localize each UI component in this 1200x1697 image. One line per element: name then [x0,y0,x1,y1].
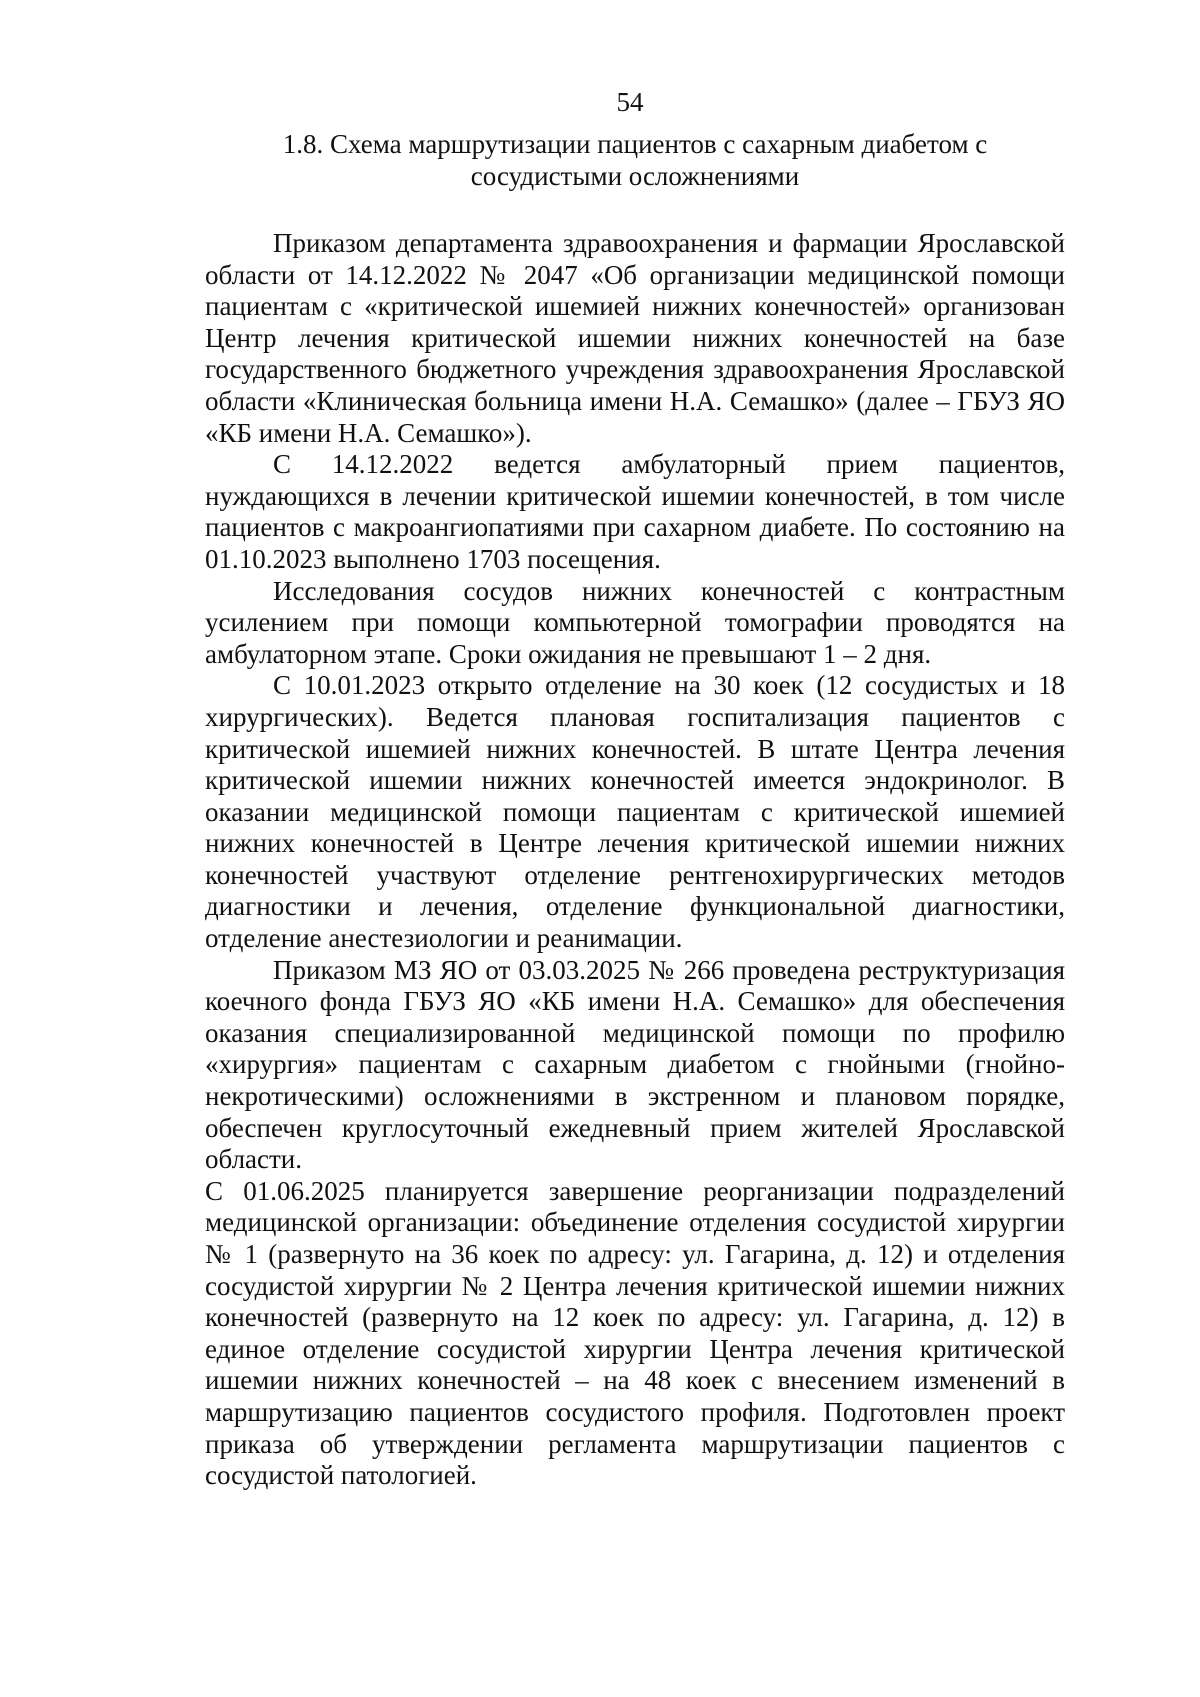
paragraph-outpatient-reception: С 14.12.2022 ведется амбулаторный прием пациентов, нуждающихся в лечении критической ишемии конечностей, в том числе пациентов с макроангиопатиями при сахарном диабете. По состоянию на 01.10.2023 выполнено 1703 посещения. [205,449,1065,574]
page-number: 54 [616,87,644,117]
paragraph-department-opening: С 10.01.2023 открыто отделение на 30 коек (12 сосудистых и 18 хирургических). Ведется плановая госпитализация пациентов с критической ишемией нижних конечностей. В штате Центра лечения критической ишемии нижних конечностей имеется эндокринолог. В оказании медицинской помощи пациентам с критической ишемией нижних конечностей в Центре лечения критической ишемии нижних конечностей участвуют отделение рентгенохирургических методов диагностики и лечения, отделение функциональной диагностики, отделение анестезиологии и реанимации. [205,670,1065,954]
paragraph-ct-angiography: Исследования сосудов нижних конечностей с контрастным усилением при помощи компьютерной томографии проводятся на амбулаторном этапе. Сроки ожидания не превышают 1 – 2 дня. [205,575,1065,669]
section-title: 1.8. Схема маршрутизации пациентов с сахарным диабетом с сосудистыми осложнениями [282,129,988,191]
paragraph-reorganization: С 01.06.2025 планируется завершение реорганизации подразделений медицинской организации: объединение отделения сосудистой хирургии № 1 (развернуто на 36 коек по адресу: ул. Гагарина, д. 12) и отделения сосудистой хирургии № 2 Центра лечения критической ишемии нижних конечностей (развернуто на 12 коек по адресу: ул. Гагарина, д. 12) в единое отделение сосудистой хирургии Центра лечения критической ишемии нижних конечностей – на 48 коек с внесением изменений в маршрутизацию пациентов сосудистого профиля. Подготовлен проект приказа об утверждении регламента маршрутизации пациентов с сосудистой патологией. [205,1175,1065,1491]
paragraph-order-2047: Приказом департамента здравоохранения и фармации Ярославской области от 14.12.2022 № 2047 «Об организации медицинской помощи пациентам с «критической ишемией нижних конечностей» организован Центр лечения критической ишемии нижних конечностей на базе государственного бюджетного учреждения здравоохранения Ярославской области «Клиническая больница имени Н.А. Семашко» (далее – ГБУЗ ЯО «КБ имени Н.А. Семашко»). [205,228,1065,448]
paragraph-order-266: Приказом МЗ ЯО от 03.03.2025 № 266 проведена реструктуризация коечного фонда ГБУЗ ЯО «КБ имени Н.А. Семашко» для обеспечения оказания специализированной медицинской помощи по профилю «хирургия» пациентам с сахарным диабетом с гнойными (гнойно-некротическими) осложнениями в экстренном и плановом порядке, обеспечен круглосуточный ежедневный прием жителей Ярославской области. [205,954,1065,1175]
body-text [205,228,1065,1492]
